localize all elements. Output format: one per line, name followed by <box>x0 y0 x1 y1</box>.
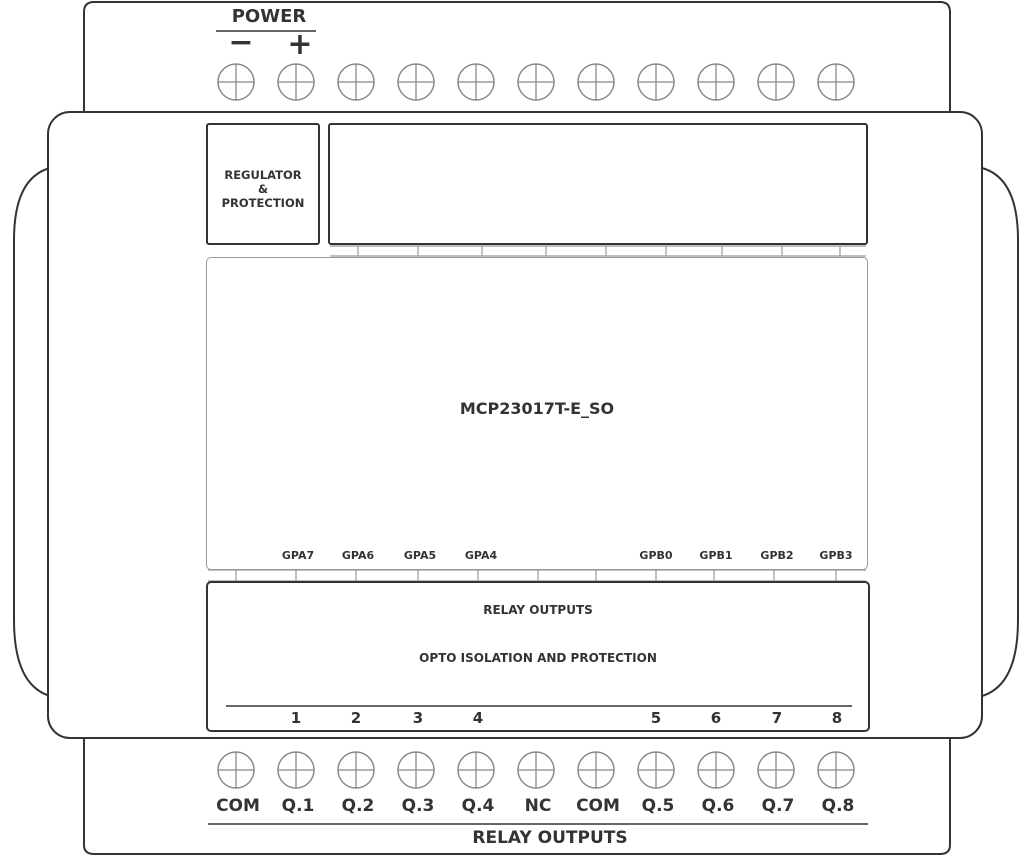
terminal-label: Q.3 <box>401 796 435 816</box>
gpio-pin-label: GPB3 <box>819 549 853 562</box>
relay-module-subtitle: OPTO ISOLATION AND PROTECTION <box>419 651 657 665</box>
bottom-screw-terminal <box>216 750 256 790</box>
power-title: POWER <box>231 6 307 27</box>
relay-number: 8 <box>831 709 843 727</box>
relay-number: 5 <box>650 709 662 727</box>
bottom-screw-terminal <box>516 750 556 790</box>
relay-number: 6 <box>710 709 722 727</box>
terminal-label: Q.1 <box>281 796 315 816</box>
relay-number: 7 <box>771 709 783 727</box>
regulator-label-line2: & <box>257 182 269 196</box>
bottom-screw-terminal <box>816 750 856 790</box>
terminal-label: Q.7 <box>761 796 795 816</box>
bottom-screw-terminal <box>576 750 616 790</box>
bottom-screw-terminal <box>696 750 736 790</box>
bottom-screw-terminal <box>336 750 376 790</box>
terminal-label: Q.6 <box>701 796 735 816</box>
regulator-label-line3: PROTECTION <box>221 196 305 210</box>
bottom-screw-terminal <box>456 750 496 790</box>
terminal-label: Q.5 <box>641 796 675 816</box>
terminal-label: COM <box>576 796 620 816</box>
chip-label: MCP23017T-E_SO <box>459 399 615 418</box>
bottom-screw-terminal <box>756 750 796 790</box>
terminal-label: Q.8 <box>821 796 855 816</box>
regulator-label-line1: REGULATOR <box>224 168 302 182</box>
relay-module-title: RELAY OUTPUTS <box>483 603 593 617</box>
terminal-label: COM <box>216 796 260 816</box>
gpio-pin-label: GPA7 <box>281 549 315 562</box>
gpio-pin-label: GPB0 <box>639 549 673 562</box>
terminal-label: Q.2 <box>341 796 375 816</box>
terminal-label: Q.4 <box>461 796 495 816</box>
bottom-screw-terminal <box>636 750 676 790</box>
footer-title: RELAY OUTPUTS <box>472 828 628 848</box>
gpio-pin-label: GPA5 <box>403 549 437 562</box>
gpio-pin-label: GPB1 <box>699 549 733 562</box>
relay-number: 1 <box>290 709 302 727</box>
power-plus-sign: + <box>287 27 313 62</box>
relay-number: 4 <box>472 709 484 727</box>
bottom-screw-terminal <box>396 750 436 790</box>
bottom-screw-terminal <box>276 750 316 790</box>
gpio-pin-label: GPA4 <box>464 549 498 562</box>
gpio-pin-label: GPB2 <box>760 549 794 562</box>
terminal-label: NC <box>524 796 552 816</box>
relay-number: 3 <box>412 709 424 727</box>
gpio-pin-label: GPA6 <box>341 549 375 562</box>
power-minus-sign: − <box>228 25 254 60</box>
relay-number: 2 <box>350 709 362 727</box>
